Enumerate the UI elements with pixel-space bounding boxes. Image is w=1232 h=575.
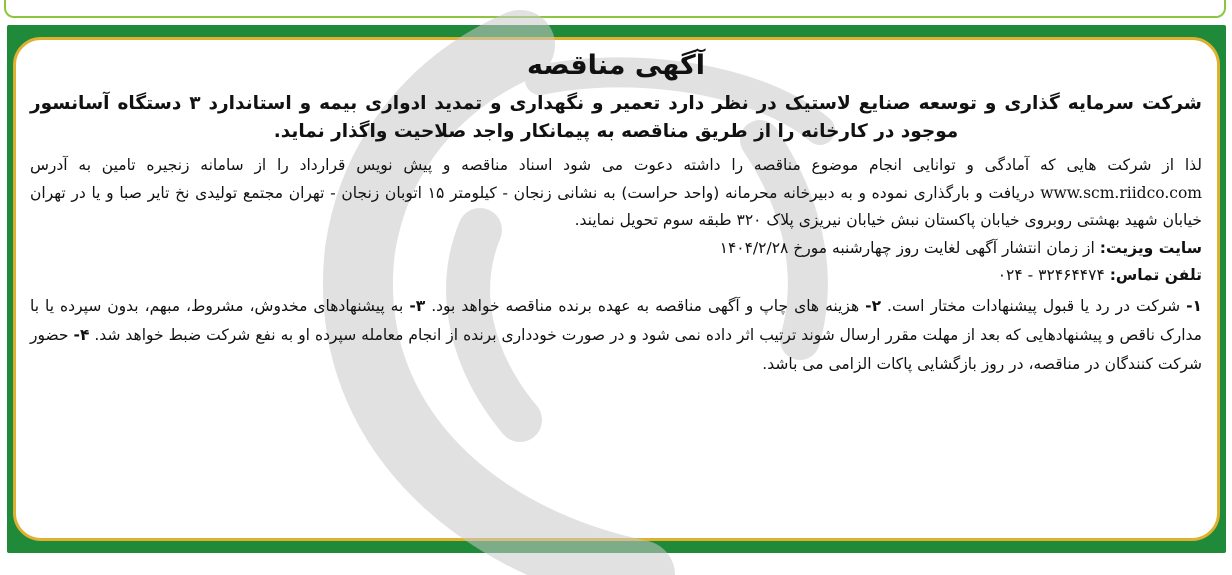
notice-content	[30, 44, 1202, 379]
notice-lead: شرکت سرمایه گذاری و توسعه صنایع لاستیک در نظر دارد تعمیر و نگهداری و تمدید ادواری بیمه و استاندارد ۳ دستگاه آسانسور موجود در کارخانه را از طریق مناقصه به پیمانکار واجد صلاحیت واگذار نماید.	[30, 93, 1203, 142]
phone-label: تلفن تماس:	[1109, 266, 1202, 284]
term-text: هزینه های چاپ و آگهی مناقصه به عهده برنده مناقصه خواهد بود.	[425, 296, 866, 315]
term-number: ۴-	[73, 325, 90, 344]
phone-number: ۳۲۴۶۴۴۷۴ - ۰۲۴	[997, 266, 1110, 284]
term-text: حضور شرکت کنندگان در مناقصه، در روز بازگشایی پاکات الزامی می باشد.	[30, 325, 1202, 373]
body-part-2: دریافت و بارگذاری نموده و به دبیرخانه محرمانه (واحد حراست) به نشانی زنجان - کیلومتر ۱۵ اتوبان زنجان - تهران مجتمع تولیدی نخ تایر صبا و یا در تهران خیابان شهید بهشتی روبروی خیابان پاکستان نبش خیابان نیریزی پلاک ۳۲۰ طبقه سوم تحویل نمایند.	[30, 183, 1202, 229]
website-link[interactable]: www.scm.riidco.com	[1040, 183, 1202, 202]
notice-terms	[30, 292, 1202, 379]
term-number: ۳-	[409, 296, 426, 315]
site-visit-label: سایت ویزیت:	[1099, 238, 1202, 257]
site-visit-text: از زمان انتشار آگهی لغایت روز چهارشنبه مورخ ۱۴۰۴/۲/۲۸	[719, 238, 1100, 257]
term-number: ۱-	[1186, 296, 1203, 315]
term-text: به پیشنهادهای مخدوش، مشروط، مبهم، بدون سپرده یا با مدارک ناقص و پیشنهادهایی که بعد از مهلت مقرر ارسال شوند ترتیب اثر داده نمی شود و در صورت خودداری برنده از انجام معامله سپرده او به نفع شرکت ضبط خواهد شد.	[30, 296, 1202, 344]
notice-title: آگهی مناقصه	[526, 50, 706, 81]
top-edge-box	[4, 0, 1226, 18]
term-number: ۲-	[865, 296, 882, 315]
notice-body	[30, 152, 1202, 235]
phone-line	[30, 262, 1202, 290]
site-visit-line	[30, 235, 1202, 263]
term-text: شرکت در رد یا قبول پیشنهادات مختار است.	[881, 296, 1187, 315]
body-part-1: لذا از شرکت هایی که آمادگی و توانایی انجام موضوع مناقصه را داشته دعوت می شود اسناد مناقصه و پیش نویس قرارداد را از سامانه زنجیره تامین به آدرس	[30, 156, 1202, 174]
